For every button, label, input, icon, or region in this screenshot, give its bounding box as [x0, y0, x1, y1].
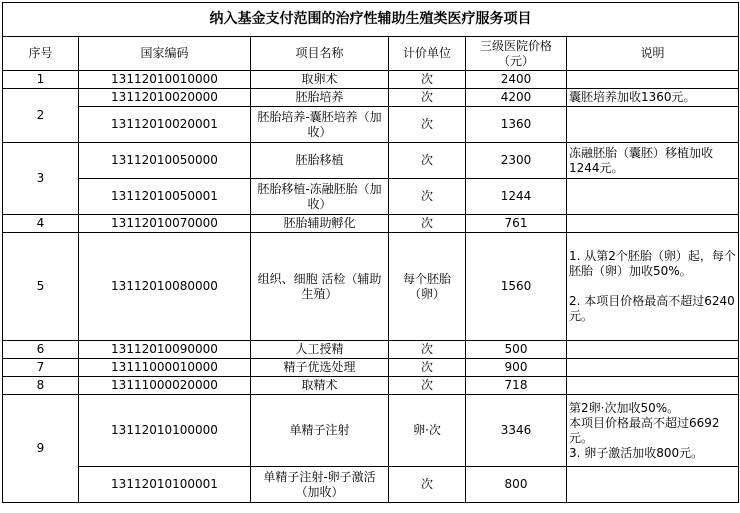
header-code: 国家编码 [79, 37, 251, 71]
cell-price: 3346 [466, 395, 567, 467]
cell-seq: 1 [3, 71, 79, 89]
cell-name: 单精子注射-卵子激活（加收） [251, 467, 389, 503]
cell-code: 13112010100000 [79, 395, 251, 467]
header-unit: 计价单位 [389, 37, 466, 71]
table-row [3, 341, 739, 359]
cell-name: 胚胎培养 [251, 89, 389, 107]
cell-seq: 9 [3, 395, 79, 503]
cell-unit: 次 [389, 359, 466, 377]
cell-name: 胚胎辅助孵化 [251, 215, 389, 233]
cell-price: 1244 [466, 179, 567, 215]
cell-note [567, 467, 739, 503]
cell-code: 13112010020000 [79, 89, 251, 107]
cell-name: 胚胎培养-囊胚培养（加收） [251, 107, 389, 143]
header-seq: 序号 [3, 37, 79, 71]
cell-note: 1. 从第2个胚胎（卵）起，每个胚胎（卵）加收50%。 2. 本项目价格最高不超过6240元。 [567, 233, 739, 341]
cell-name: 人工授精 [251, 341, 389, 359]
cell-note: 第2卵·次加收50%。 本项目价格最高不超过6692元。 3. 卵子激活加收800元。 [567, 395, 739, 467]
cell-name: 取精术 [251, 377, 389, 395]
cell-name: 胚胎移植 [251, 143, 389, 179]
cell-price: 4200 [466, 89, 567, 107]
table-row [3, 71, 739, 89]
cell-code: 13112010090000 [79, 341, 251, 359]
table-row [3, 89, 739, 107]
cell-price: 718 [466, 377, 567, 395]
cell-code: 13111000020000 [79, 377, 251, 395]
cell-note [567, 215, 739, 233]
table-row [3, 143, 739, 179]
cell-unit: 每个胚胎（卵） [389, 233, 466, 341]
cell-unit: 次 [389, 107, 466, 143]
header-price: 三级医院价格（元） [466, 37, 567, 71]
cell-code: 13112010050001 [79, 179, 251, 215]
cell-name: 组织、细胞 活检（辅助 生殖） [251, 233, 389, 341]
service-items-table [2, 2, 739, 503]
cell-unit: 次 [389, 179, 466, 215]
cell-seq: 7 [3, 359, 79, 377]
cell-name: 精子优选处理 [251, 359, 389, 377]
table-row [3, 233, 739, 341]
cell-note: 冻融胚胎（囊胚）移植加收1244元。 [567, 143, 739, 179]
cell-price: 1360 [466, 107, 567, 143]
header-row [3, 37, 739, 71]
cell-code: 13112010010000 [79, 71, 251, 89]
cell-unit: 次 [389, 71, 466, 89]
cell-name: 胚胎移植-冻融胚胎（加收） [251, 179, 389, 215]
cell-unit: 次 [389, 467, 466, 503]
cell-unit: 次 [389, 89, 466, 107]
cell-code: 13111000010000 [79, 359, 251, 377]
table-title: 纳入基金支付范围的治疗性辅助生殖类医疗服务项目 [3, 3, 739, 37]
cell-price: 800 [466, 467, 567, 503]
cell-unit: 卵·次 [389, 395, 466, 467]
cell-seq: 6 [3, 341, 79, 359]
cell-code: 13112010050000 [79, 143, 251, 179]
cell-note [567, 377, 739, 395]
cell-unit: 次 [389, 341, 466, 359]
cell-price: 1560 [466, 233, 567, 341]
cell-seq: 8 [3, 377, 79, 395]
header-name: 项目名称 [251, 37, 389, 71]
table-row [3, 179, 739, 215]
table-row [3, 395, 739, 467]
cell-price: 761 [466, 215, 567, 233]
cell-note [567, 359, 739, 377]
cell-note: 囊胚培养加收1360元。 [567, 89, 739, 107]
cell-note [567, 179, 739, 215]
table-row [3, 215, 739, 233]
table-row [3, 377, 739, 395]
cell-name: 单精子注射 [251, 395, 389, 467]
cell-code: 13112010020001 [79, 107, 251, 143]
cell-unit: 次 [389, 215, 466, 233]
cell-price: 500 [466, 341, 567, 359]
cell-note [567, 107, 739, 143]
cell-unit: 次 [389, 143, 466, 179]
header-note: 说明 [567, 37, 739, 71]
cell-code: 13112010080000 [79, 233, 251, 341]
cell-seq: 3 [3, 143, 79, 215]
cell-note [567, 341, 739, 359]
cell-price: 2300 [466, 143, 567, 179]
cell-name: 取卵术 [251, 71, 389, 89]
cell-unit: 次 [389, 377, 466, 395]
cell-price: 2400 [466, 71, 567, 89]
cell-code: 13112010100001 [79, 467, 251, 503]
table-row [3, 107, 739, 143]
table-row [3, 359, 739, 377]
cell-code: 13112010070000 [79, 215, 251, 233]
cell-seq: 5 [3, 233, 79, 341]
cell-seq: 4 [3, 215, 79, 233]
table-row [3, 467, 739, 503]
cell-price: 900 [466, 359, 567, 377]
cell-seq: 2 [3, 89, 79, 143]
cell-note [567, 71, 739, 89]
